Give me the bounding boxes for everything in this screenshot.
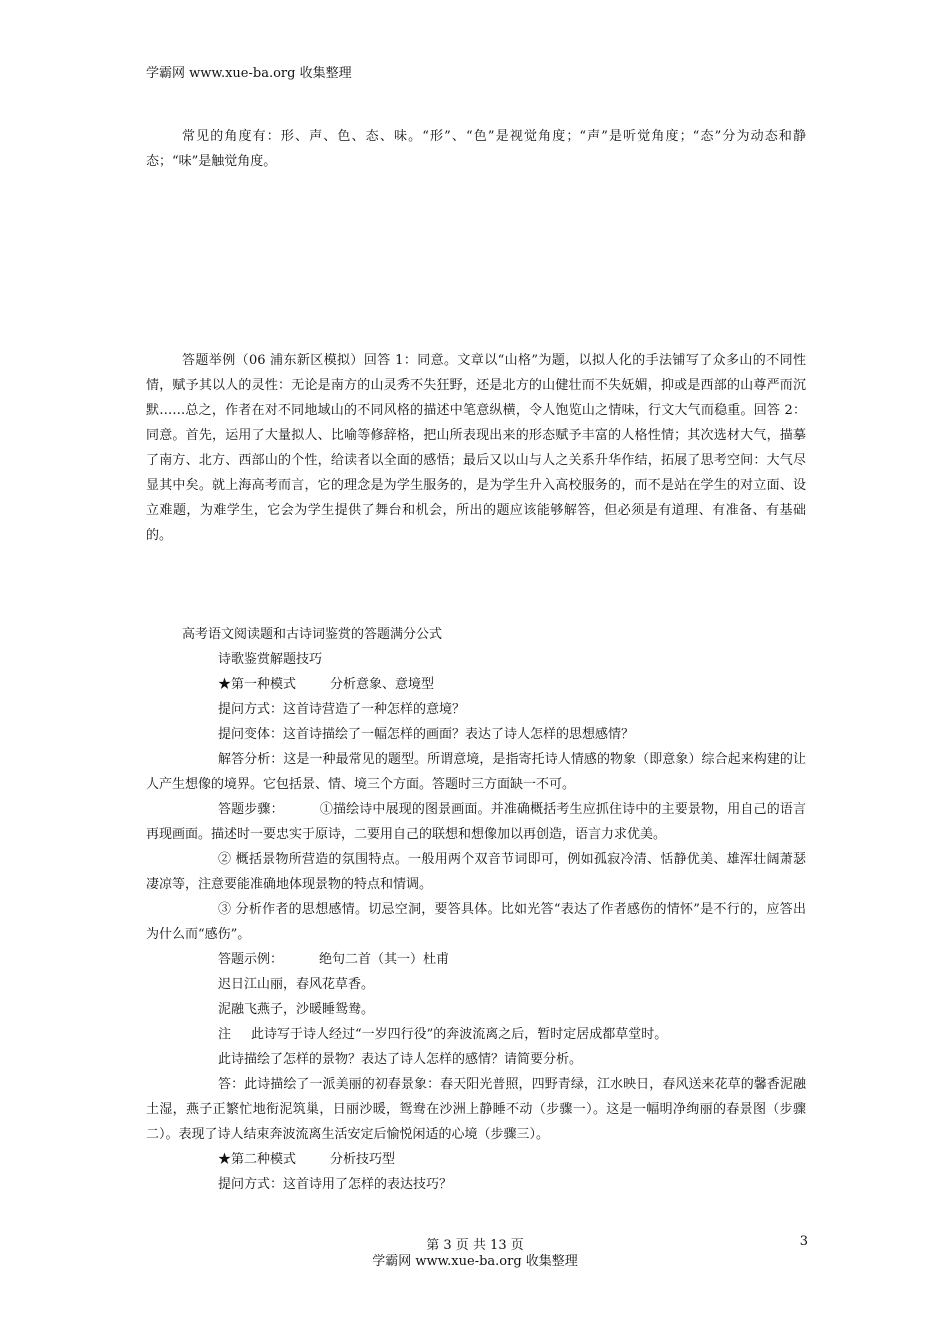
section-subtitle: 诗歌鉴赏解题技巧	[218, 652, 323, 667]
mode1-name: 分析意象、意境型	[330, 677, 435, 692]
angles-paragraph: 常见的角度有：形、声、色、态、味。“形”、“色”是视觉角度；“声”是听觉角度；“态”分为动态和静态；“味”是触觉角度。	[146, 129, 806, 169]
mode2-heading	[146, 1147, 806, 1172]
mode1-title: ★第一种模式	[218, 677, 297, 692]
poem-note	[146, 1022, 806, 1047]
mode1-analysis: 解答分析：这是一种最常见的题型。所谓意境，是指寄托诗人情感的物象（即意象）综合起来构建的让人产生想像的境界。它包括景、情、境三个方面。答题时三方面缺一不可。	[146, 752, 806, 792]
poetry-section	[146, 622, 806, 1197]
mode1-variant: 提问变体：这首诗描绘了一幅怎样的画面？表达了诗人怎样的思想感情？	[218, 727, 635, 742]
poem-answer: 答：此诗描绘了一派美丽的初春景象：春天阳光普照，四野青绿，江水映日，春风送来花草的馨香泥融土湿，燕子正繁忙地衔泥筑巢，日丽沙暖，鸳鸯在沙洲上静睡不动（步骤一）。这是一幅明净绚丽的春景图（步骤二）。表现了诗人结束奔波流离生活安定后愉悦闲适的心境（步骤三）。	[146, 1077, 806, 1142]
steps-label: 答题步骤：	[218, 802, 284, 817]
mode2-name: 分析技巧型	[330, 1152, 396, 1167]
step3-paragraph: ③ 分析作者的思想感情。切忌空洞，要答具体。比如光答“表达了作者感伤的情怀”是不行的，应答出为什么而“感伤”。	[146, 902, 806, 942]
footer-page-info: 第 3 页 共 13 页	[426, 1238, 524, 1253]
example-block	[146, 348, 806, 548]
mode2-title: ★第二种模式	[218, 1152, 297, 1167]
example-heading	[146, 947, 806, 972]
footer-source: 学霸网 www.xue-ba.org 收集整理	[372, 1254, 578, 1269]
mode2-question: 提问方式：这首诗用了怎样的表达技巧？	[218, 1177, 453, 1192]
page-header: 学霸网 www.xue-ba.org 收集整理	[146, 66, 352, 81]
angles-block	[146, 124, 806, 174]
note-text: 此诗写于诗人经过“一岁四行役”的奔波流离之后，暂时定居成都草堂时。	[251, 1027, 668, 1042]
section-title: 高考语文阅读题和古诗词鉴赏的答题满分公式	[182, 627, 443, 642]
poem-question: 此诗描绘了怎样的景物？表达了诗人怎样的感情？请简要分析。	[218, 1052, 583, 1067]
mode1-question: 提问方式：这首诗营造了一种怎样的意境？	[218, 702, 466, 717]
note-label: 注	[218, 1027, 232, 1042]
poem-line-2: 泥融飞燕子，沙暖睡鸳鸯。	[218, 1002, 375, 1017]
step1-paragraph	[146, 797, 806, 847]
poem-title: 绝句二首（其一）杜甫	[319, 952, 450, 967]
example-label: 答题示例：	[218, 952, 284, 967]
example-paragraph: 答题举例（06 浦东新区模拟）回答 1：同意。文章以“山格”为题，以拟人化的手法铺写了众多山的不同性情，赋予其以人的灵性：无论是南方的山灵秀不失狂野，还是北方的山健壮而不失妩媚，抑或是西部的山尊严而沉默……总之，作者在对不同地域山的不同风格的描述中笔意纵横，令人饱览山之情味，行文大气而稳重。回答 2：同意。首先，运用了大量拟人、比喻等修辞格，把山所表现出来的形态赋予丰富的人格性情；其次选材大气，描摹了南方、北方、西部山的个性，给读者以全面的感悟；最后又以山与人之关系升华作结，拓展了思考空间：大气尽显其中矣。就上海高考而言，它的理念是为学生服务的，是为学生升入高校服务的，而不是站在学生的对立面、设立难题，为难学生，它会为学生提供了舞台和机会，所出的题应该能够解答，但必须是有道理、有准备、有基础的。	[146, 353, 806, 543]
poem-line-1: 迟日江山丽，春风花草香。	[218, 977, 375, 992]
mode1-heading	[146, 672, 806, 697]
footer-page-number: 3	[799, 1234, 808, 1249]
step2-paragraph: ② 概括景物所营造的氛围特点。一般用两个双音节词即可，例如孤寂冷清、恬静优美、雄浑壮阔萧瑟凄凉等，注意要能准确地体现景物的特点和情调。	[146, 852, 806, 892]
step1-text: ①描绘诗中展现的图景画面。并准确概括考生应抓住诗中的主要景物，用自己的语言再现画面。描述时一要忠实于原诗，二要用自己的联想和想像加以再创造，语言力求优美。	[146, 802, 806, 842]
